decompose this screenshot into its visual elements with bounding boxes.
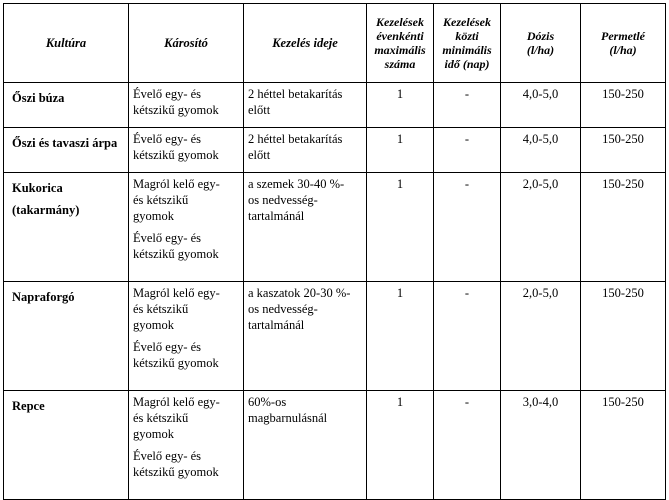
dose-cell: 2,0-5,0: [501, 173, 581, 282]
header-timing: Kezelés ideje: [244, 4, 367, 83]
header-row: [4, 4, 666, 83]
spray-cell: 150-250: [581, 173, 666, 282]
culture-cell: Repce: [4, 391, 129, 500]
pest-cell: Évelő egy- és kétszikű gyomok: [129, 128, 244, 173]
pest-cell: Magról kelő egy- és kétszikű gyomok Évelő egy- és kétszikű gyomok: [129, 173, 244, 282]
spray-cell: 150-250: [581, 391, 666, 500]
timing-cell: a kaszatok 20-30 %- os nedvesség- tartalmánál: [244, 282, 367, 391]
spray-cell: 150-250: [581, 282, 666, 391]
min-interval-cell: -: [434, 83, 501, 128]
pest-cell: Évelő egy- és kétszikű gyomok: [129, 83, 244, 128]
culture-cell: Kukorica (takarmány): [4, 173, 129, 282]
table-row: [4, 128, 666, 173]
dose-cell: 4,0-5,0: [501, 128, 581, 173]
header-dose: Dózis (l/ha): [501, 4, 581, 83]
min-interval-cell: -: [434, 391, 501, 500]
max-treatments-cell: 1: [367, 391, 434, 500]
spray-cell: 150-250: [581, 128, 666, 173]
max-treatments-cell: 1: [367, 83, 434, 128]
timing-cell: 2 héttel betakarítás előtt: [244, 128, 367, 173]
header-max-treatments: Kezelések évenkénti maximális száma: [367, 4, 434, 83]
pest-cell: Magról kelő egy- és kétszikű gyomok Évelő egy- és kétszikű gyomok: [129, 282, 244, 391]
header-culture: Kultúra: [4, 4, 129, 83]
herbicide-usage-table: [3, 3, 666, 500]
table-row: [4, 83, 666, 128]
dose-cell: 2,0-5,0: [501, 282, 581, 391]
document-page: [3, 3, 666, 500]
culture-cell: Őszi és tavaszi árpa: [4, 128, 129, 173]
culture-cell: Őszi búza: [4, 83, 129, 128]
header-min-interval: Kezelések közti minimális idő (nap): [434, 4, 501, 83]
max-treatments-cell: 1: [367, 128, 434, 173]
spray-cell: 150-250: [581, 83, 666, 128]
dose-cell: 4,0-5,0: [501, 83, 581, 128]
pest-cell: Magról kelő egy- és kétszikű gyomok Évelő egy- és kétszikű gyomok: [129, 391, 244, 500]
min-interval-cell: -: [434, 282, 501, 391]
max-treatments-cell: 1: [367, 173, 434, 282]
culture-cell: Napraforgó: [4, 282, 129, 391]
timing-cell: 2 héttel betakarítás előtt: [244, 83, 367, 128]
table-row: [4, 282, 666, 391]
timing-cell: a szemek 30-40 %- os nedvesség- tartalmánál: [244, 173, 367, 282]
header-pest: Károsító: [129, 4, 244, 83]
min-interval-cell: -: [434, 128, 501, 173]
min-interval-cell: -: [434, 173, 501, 282]
max-treatments-cell: 1: [367, 282, 434, 391]
table-row: [4, 173, 666, 282]
header-spray: Permetlé (l/ha): [581, 4, 666, 83]
table-row: [4, 391, 666, 500]
dose-cell: 3,0-4,0: [501, 391, 581, 500]
timing-cell: 60%-os magbarnulásnál: [244, 391, 367, 500]
